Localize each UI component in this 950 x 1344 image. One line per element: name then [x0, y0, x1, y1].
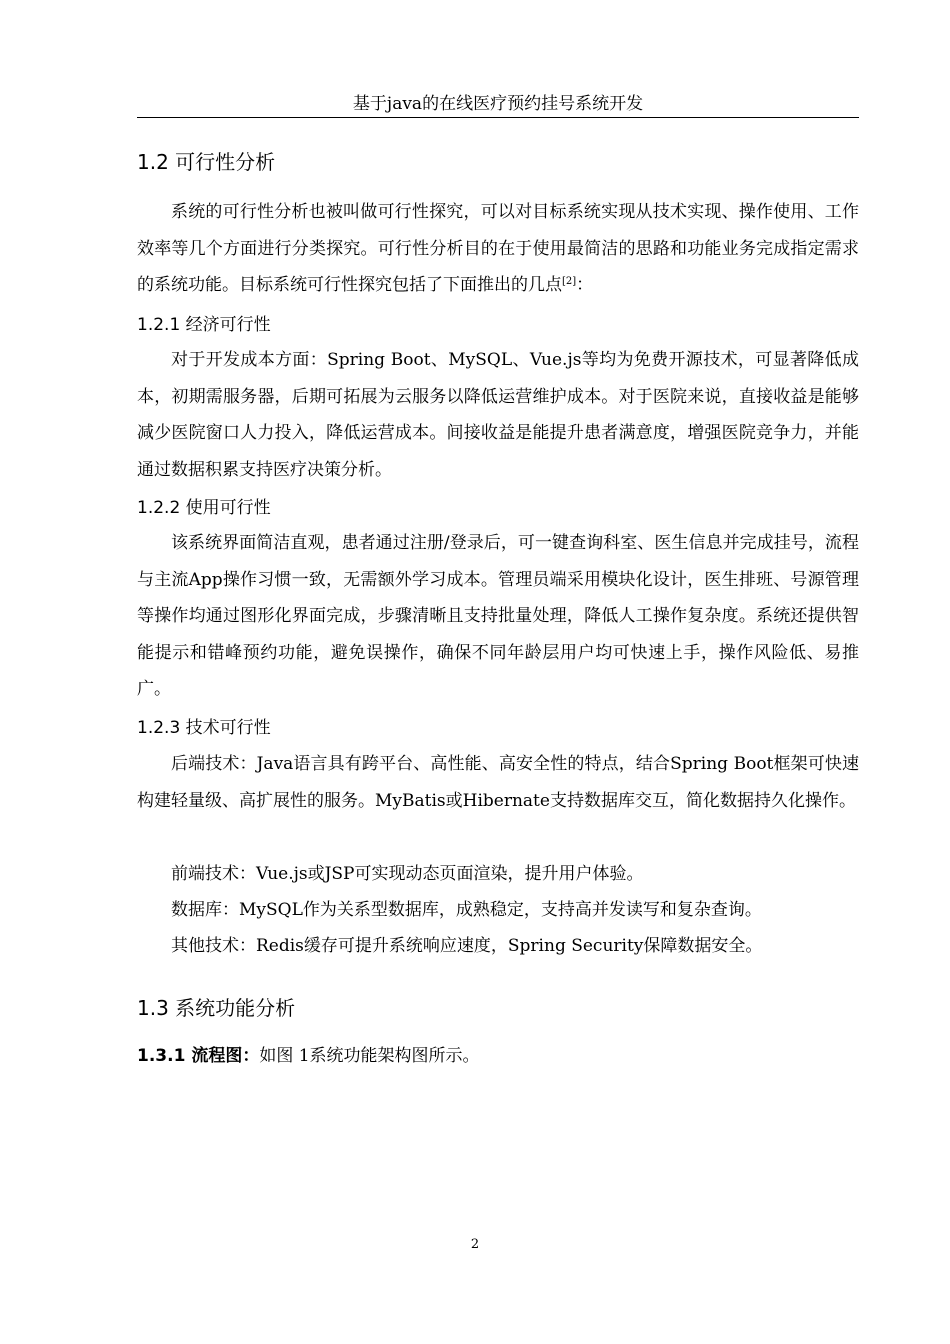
- page-header-title: 基于java的在线医疗预约挂号系统开发: [352, 94, 644, 114]
- subsection-heading-1-2-3: 1.2.3 技术可行性: [137, 718, 271, 738]
- page-number: 2: [470, 1237, 480, 1252]
- subsection-heading-1-2-2: 1.2.2 使用可行性: [137, 498, 271, 518]
- frontend-tech-line: 前端技术：Vue.js或JSP可实现动态页面渲染，提升用户体验。: [171, 864, 644, 884]
- section-heading-1-2: 1.2 可行性分析: [137, 150, 276, 174]
- citation-ref: [2]: [562, 276, 577, 287]
- flowchart-label: 1.3.1 流程图：: [137, 1046, 260, 1066]
- subsection-heading-1-2-1: 1.2.1 经济可行性: [137, 315, 271, 335]
- other-tech-line: 其他技术：Redis缓存可提升系统响应速度，Spring Security保障数据安全。: [171, 936, 763, 956]
- paragraph-backend-tech: 后端技术：Java语言具有跨平台、高性能、高安全性的特点，结合Spring Boot框架可快速构建轻量级、高扩展性的服务。MyBatis或Hibernate支持数据库交互，简化数据持久化操作。: [137, 754, 859, 811]
- section-heading-1-3: 1.3 系统功能分析: [137, 996, 296, 1020]
- flowchart-reference-line: [137, 1044, 480, 1068]
- flowchart-caption-ref: 如图 1系统功能架构图所示。: [259, 1046, 480, 1066]
- header-divider: [137, 117, 859, 118]
- paragraph-economic-feasibility: 对于开发成本方面：Spring Boot、MySQL、Vue.js等均为免费开源技术，可显著降低成本，初期需服务器，后期可拓展为云服务以降低运营维护成本。对于医院来说，直接收益是能够减少医院窗口人力投入，降低运营成本。间接收益是能提升患者满意度，增强医院竞争力，并能通过数据积累支持医疗决策分析。: [137, 350, 859, 480]
- intro-tail: ：: [576, 275, 594, 295]
- paragraph-feasibility-intro: [137, 194, 859, 304]
- intro-text: 系统的可行性分析也被叫做可行性探究，可以对目标系统实现从技术实现、操作使用、工作效率等几个方面进行分类探究。可行性分析目的在于使用最简洁的思路和功能业务完成指定需求的系统功能。目标系统可行性探究包括了下面推出的几点: [137, 202, 859, 295]
- paragraph-usability-feasibility: 该系统界面简洁直观，患者通过注册/登录后，可一键查询科室、医生信息并完成挂号，流程与主流App操作习惯一致，无需额外学习成本。管理员端采用模块化设计，医生排班、号源管理等操作均通过图形化界面完成，步骤清晰且支持批量处理，降低人工操作复杂度。系统还提供智能提示和错峰预约功能，避免误操作，确保不同年龄层用户均可快速上手，操作风险低、易推广。: [137, 533, 859, 699]
- database-tech-line: 数据库：MySQL作为关系型数据库，成熟稳定，支持高并发读写和复杂查询。: [171, 900, 762, 920]
